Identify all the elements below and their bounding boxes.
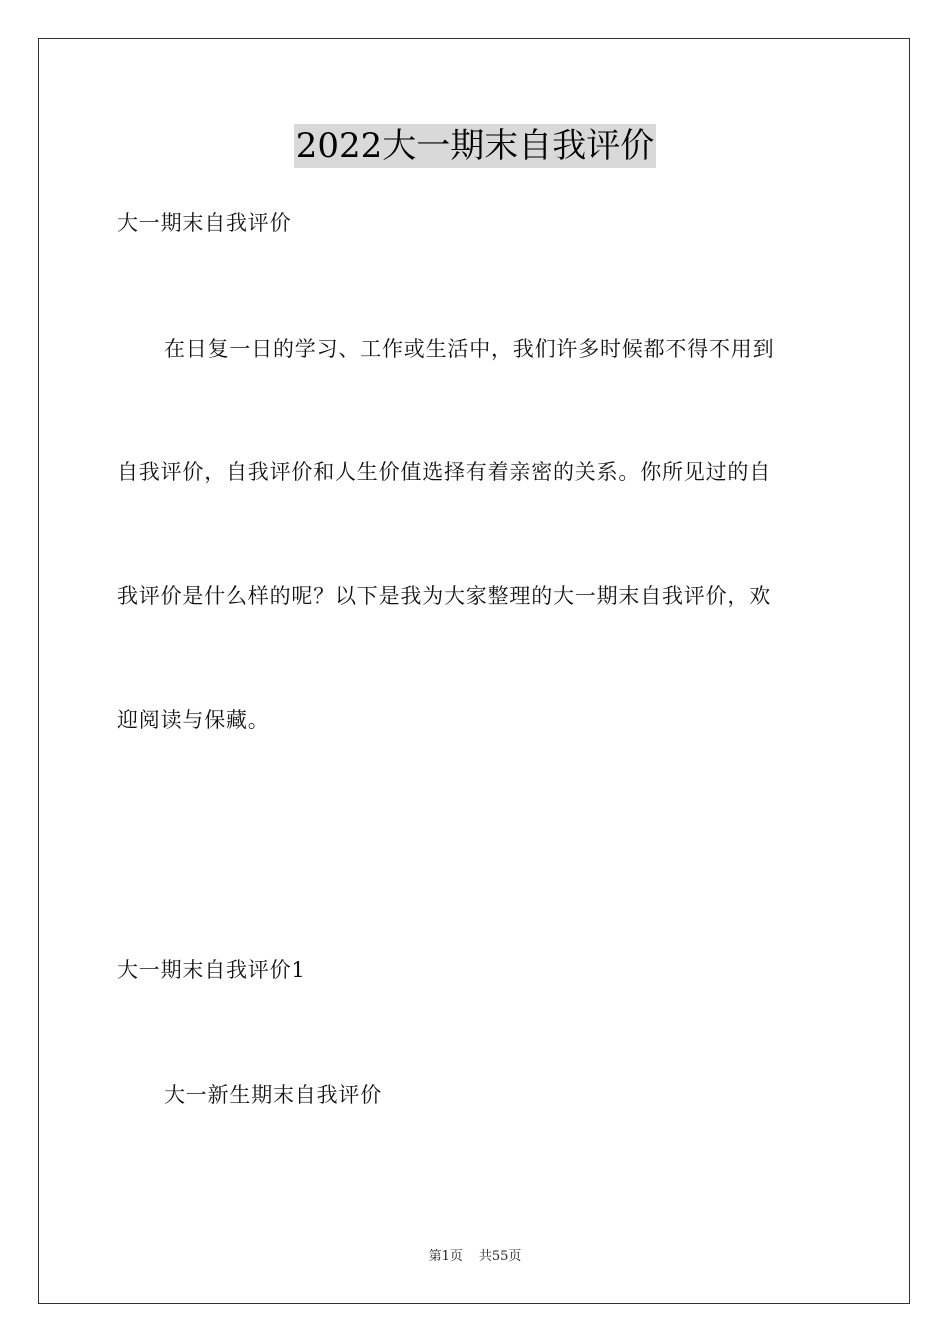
intro-line-4: 迎阅读与保藏。 xyxy=(117,708,270,732)
document-subtitle: 大一期末自我评价 xyxy=(117,211,292,235)
page-total: 共55页 xyxy=(478,1249,522,1264)
intro-line-3: 我评价是什么样的呢？以下是我为大家整理的大一期末自我评价，欢 xyxy=(117,584,771,608)
section-heading: 大一期末自我评价1 xyxy=(117,958,306,982)
document-title: 2022大一期末自我评价 xyxy=(295,126,655,166)
intro-line-2: 自我评价，自我评价和人生价值选择有着亲密的关系。你所见过的自 xyxy=(117,460,771,484)
page-number: 第1页 xyxy=(428,1249,463,1264)
intro-line-1: 在日复一日的学习、工作或生活中，我们许多时候都不得不用到 xyxy=(164,337,775,361)
page-footer xyxy=(0,1248,950,1266)
document-title-container xyxy=(0,124,950,168)
section-subheading: 大一新生期末自我评价 xyxy=(164,1083,382,1107)
